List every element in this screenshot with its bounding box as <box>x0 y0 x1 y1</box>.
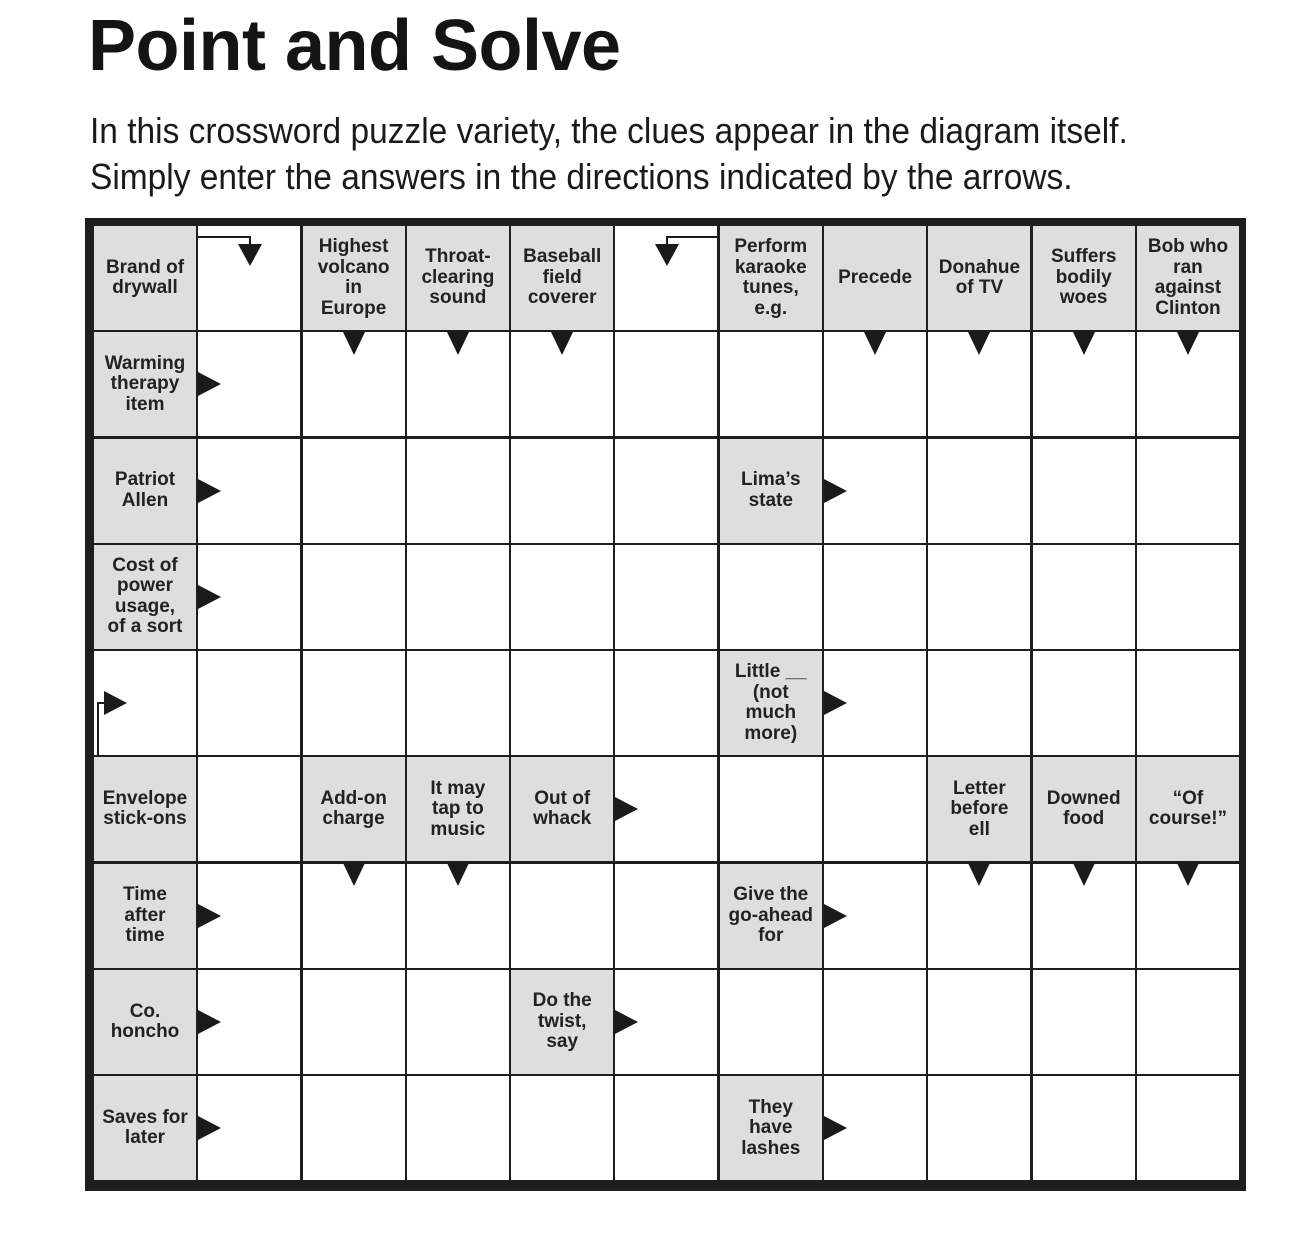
arrow-down-icon <box>1073 863 1095 886</box>
bent-arrow-icon <box>198 226 300 330</box>
clue-cell <box>94 864 196 968</box>
clue-text: Baseball field coverer <box>523 246 602 309</box>
bent-arrow-icon <box>94 651 196 755</box>
answer-cell[interactable] <box>94 651 196 755</box>
answer-cell[interactable] <box>1033 970 1135 1074</box>
arrow-right-icon <box>198 904 221 928</box>
arrow-right-icon <box>198 1116 221 1140</box>
answer-cell[interactable] <box>615 439 717 543</box>
clue-cell <box>720 1076 822 1180</box>
answer-cell[interactable] <box>1033 545 1135 649</box>
arrow-down-icon <box>864 332 886 355</box>
clue-cell <box>720 439 822 543</box>
clue-text: “Of course!” <box>1148 787 1228 830</box>
clue-text: Donahue of TV <box>938 256 1021 298</box>
answer-cell[interactable] <box>928 651 1030 755</box>
clue-text: Envelope stick-ons <box>102 787 188 830</box>
clue-cell <box>511 757 613 861</box>
arrow-down-icon <box>968 863 990 886</box>
clue-cell <box>94 1076 196 1180</box>
answer-cell[interactable] <box>615 332 717 436</box>
answer-cell[interactable] <box>303 970 405 1074</box>
answer-cell[interactable] <box>928 970 1030 1074</box>
answer-cell[interactable] <box>720 545 822 649</box>
clue-text: Suffers bodily woes <box>1050 246 1117 309</box>
clue-cell <box>94 757 196 861</box>
clue-text: Bob who ran against Clinton <box>1147 236 1229 319</box>
answer-cell[interactable] <box>720 332 822 436</box>
crossword-board <box>85 218 1246 1191</box>
answer-cell[interactable] <box>1137 439 1239 543</box>
instructions <box>90 108 1128 200</box>
arrow-right-icon <box>824 691 847 715</box>
clue-text: Co. honcho <box>110 1000 180 1043</box>
answer-cell[interactable] <box>928 1076 1030 1180</box>
arrow-right-icon <box>198 1010 221 1034</box>
clue-text: Perform karaoke tunes, e.g. <box>734 236 808 319</box>
answer-cell[interactable] <box>303 439 405 543</box>
answer-cell[interactable] <box>303 545 405 649</box>
clue-text: Downed food <box>1046 787 1121 830</box>
clue-text: Cost of power usage, of a sort <box>107 554 183 638</box>
clue-text: Do the twist, say <box>532 990 592 1053</box>
clue-cell <box>511 226 613 330</box>
clue-cell <box>94 226 196 330</box>
clue-text: They have lashes <box>741 1096 801 1159</box>
answer-cell[interactable] <box>1137 1076 1239 1180</box>
clue-text: It may tap to music <box>430 777 486 840</box>
answer-cell[interactable] <box>824 545 926 649</box>
clue-text: Out of whack <box>533 787 592 830</box>
clue-text: Precede <box>838 266 913 288</box>
arrow-down-icon <box>1177 332 1199 355</box>
arrow-right-icon <box>824 904 847 928</box>
clue-cell <box>824 226 926 330</box>
arrow-right-icon <box>198 585 221 609</box>
clue-text: Warming therapy item <box>104 352 186 415</box>
clue-text: Time after time <box>122 884 167 947</box>
clue-text: Saves for later <box>102 1106 188 1149</box>
instructions-line-1: In this crossword puzzle variety, the clues appear in the diagram itself. <box>90 110 1128 151</box>
arrow-down-icon <box>1073 332 1095 355</box>
arrow-down-icon <box>447 332 469 355</box>
clue-cell <box>407 757 509 861</box>
clue-text: Highest volcano in Europe <box>317 236 390 319</box>
clue-cell <box>928 226 1030 330</box>
clue-text: Brand of drywall <box>105 256 185 298</box>
answer-cell[interactable] <box>1033 651 1135 755</box>
answer-cell[interactable] <box>615 1076 717 1180</box>
answer-cell[interactable] <box>720 970 822 1074</box>
arrow-down-icon <box>343 332 365 355</box>
answer-cell[interactable] <box>407 651 509 755</box>
clue-cell <box>1033 226 1135 330</box>
arrow-right-icon <box>615 797 638 821</box>
arrow-down-icon <box>343 863 365 886</box>
answer-cell[interactable] <box>303 1076 405 1180</box>
clue-cell <box>720 651 822 755</box>
clue-text: Give the go-ahead for <box>728 884 813 947</box>
crossword-grid <box>94 226 1239 1180</box>
clue-cell <box>720 864 822 968</box>
answer-cell[interactable] <box>407 439 509 543</box>
arrow-right-icon <box>615 1010 638 1034</box>
clue-text: Letter before ell <box>950 777 1009 840</box>
arrow-right-icon <box>824 479 847 503</box>
answer-cell[interactable] <box>198 651 300 755</box>
clue-cell <box>94 332 196 436</box>
clue-cell <box>1137 757 1239 861</box>
answer-cell[interactable] <box>1033 1076 1135 1180</box>
answer-cell[interactable] <box>198 757 300 861</box>
answer-cell[interactable] <box>511 651 613 755</box>
clue-text: Throat- clearing sound <box>421 246 495 309</box>
answer-cell[interactable] <box>511 439 613 543</box>
answer-cell[interactable] <box>1137 970 1239 1074</box>
instructions-line-2: Simply enter the answers in the directions indicated by the arrows. <box>90 156 1073 197</box>
clue-cell <box>407 226 509 330</box>
answer-cell[interactable] <box>615 226 717 330</box>
arrow-down-icon <box>968 332 990 355</box>
clue-cell <box>303 757 405 861</box>
answer-cell[interactable] <box>198 226 300 330</box>
clue-cell <box>511 970 613 1074</box>
arrow-right-icon <box>198 372 221 396</box>
arrow-down-icon <box>551 332 573 355</box>
clue-cell <box>720 226 822 330</box>
answer-cell[interactable] <box>511 1076 613 1180</box>
clue-cell <box>1033 757 1135 861</box>
arrow-right-icon <box>198 479 221 503</box>
answer-cell[interactable] <box>720 757 822 861</box>
answer-cell[interactable] <box>615 651 717 755</box>
clue-cell <box>94 439 196 543</box>
clue-cell <box>928 757 1030 861</box>
clue-text: Lima’s state <box>741 469 801 511</box>
answer-cell[interactable] <box>615 545 717 649</box>
answer-cell[interactable] <box>511 545 613 649</box>
answer-cell[interactable] <box>1137 545 1239 649</box>
answer-cell[interactable] <box>1137 651 1239 755</box>
clue-cell <box>94 545 196 649</box>
clue-text: Little __ (not much more) <box>734 661 807 744</box>
answer-cell[interactable] <box>303 651 405 755</box>
answer-cell[interactable] <box>928 545 1030 649</box>
clue-text: Patriot Allen <box>114 469 176 511</box>
page-title: Point and Solve <box>88 6 621 86</box>
clue-text: Add-on charge <box>320 787 387 830</box>
answer-cell[interactable] <box>824 757 926 861</box>
clue-cell <box>94 970 196 1074</box>
answer-cell[interactable] <box>407 545 509 649</box>
answer-cell[interactable] <box>407 970 509 1074</box>
answer-cell[interactable] <box>824 970 926 1074</box>
answer-cell[interactable] <box>928 439 1030 543</box>
clue-cell <box>1137 226 1239 330</box>
arrow-down-icon <box>447 863 469 886</box>
answer-cell[interactable] <box>615 864 717 968</box>
answer-cell[interactable] <box>511 864 613 968</box>
clue-cell <box>303 226 405 330</box>
arrow-right-icon <box>824 1116 847 1140</box>
answer-cell[interactable] <box>407 1076 509 1180</box>
answer-cell[interactable] <box>1033 439 1135 543</box>
bent-arrow-icon <box>615 226 717 330</box>
arrow-down-icon <box>1177 863 1199 886</box>
